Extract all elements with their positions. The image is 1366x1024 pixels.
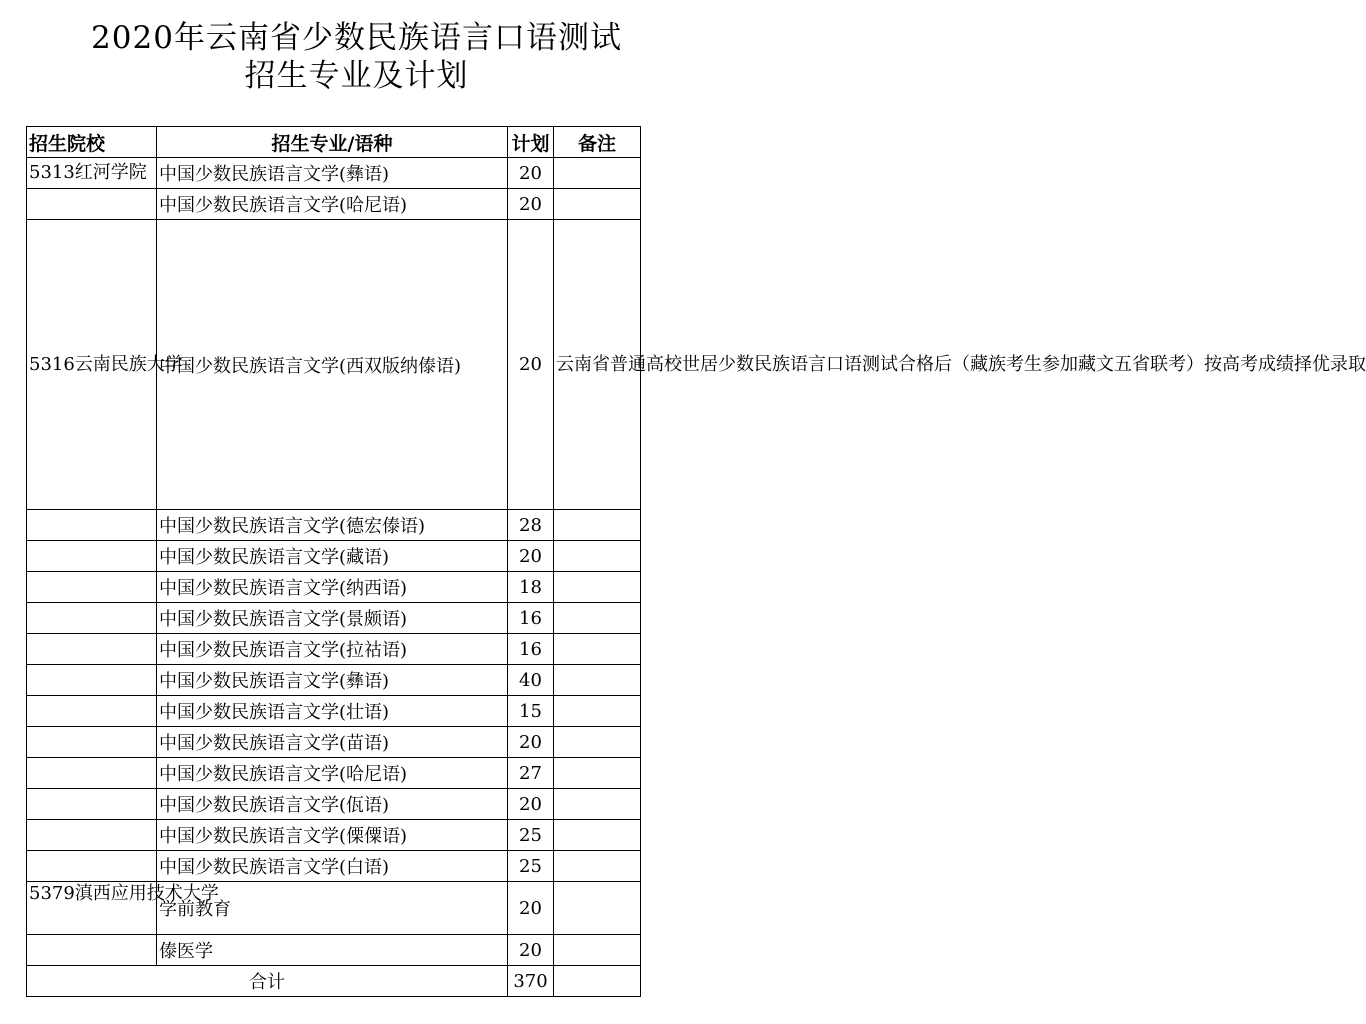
table-row [27,634,641,665]
major-cell: 傣医学 [157,935,508,966]
major-cell: 中国少数民族语言文学(白语) [157,851,508,882]
table-row [27,189,641,220]
table-row [27,665,641,696]
school-cell [27,634,157,665]
total-label: 合计 [27,966,508,997]
table-row [27,789,641,820]
note-cell [554,935,641,966]
note-cell [554,634,641,665]
major-cell: 学前教育 [157,882,508,935]
document-title: 2020年云南省少数民族语言口语测试 [91,20,622,56]
table-row [27,158,641,189]
table-row [27,935,641,966]
major-cell: 中国少数民族语言文学(纳西语) [157,572,508,603]
school-cell [27,935,157,966]
table-row [27,758,641,789]
plan-cell: 27 [508,758,554,789]
note-cell [554,541,641,572]
enrollment-table [26,126,1366,997]
note-cell [554,882,641,935]
major-cell: 中国少数民族语言文学(拉祜语) [157,634,508,665]
note-cell [554,510,641,541]
school-cell: 5313红河学院 [27,158,157,189]
header-school: 招生院校 [27,127,157,158]
table-row [27,820,641,851]
note-cell [554,851,641,882]
table-row [27,727,641,758]
school-cell [27,727,157,758]
major-cell: 中国少数民族语言文学(傈僳语) [157,820,508,851]
note-cell [554,603,641,634]
plan-cell: 25 [508,851,554,882]
school-cell [27,758,157,789]
plan-cell: 40 [508,665,554,696]
total-row [27,966,641,997]
school-cell [27,789,157,820]
school-cell [27,189,157,220]
school-cell [27,603,157,634]
major-cell: 中国少数民族语言文学(德宏傣语) [157,510,508,541]
major-cell: 中国少数民族语言文学(佤语) [157,789,508,820]
major-cell: 中国少数民族语言文学(彝语) [157,665,508,696]
plan-cell: 20 [508,789,554,820]
header-note: 备注 [554,127,641,158]
plan-cell: 20 [508,220,554,510]
major-cell: 中国少数民族语言文学(哈尼语) [157,758,508,789]
school-cell [27,696,157,727]
table-row [27,220,641,510]
note-cell [554,966,641,997]
note-cell [554,789,641,820]
major-cell: 中国少数民族语言文学(苗语) [157,727,508,758]
total-plan: 370 [508,966,554,997]
note-cell [554,727,641,758]
major-cell: 中国少数民族语言文学(西双版纳傣语) [157,220,508,510]
header-plan: 计划 [508,127,554,158]
note-cell: 云南省普通高校世居少数民族语言口语测试合格后（藏族考生参加藏文五省联考）按高考成绩择优录取 [554,220,641,510]
note-cell [554,158,641,189]
plan-cell: 15 [508,696,554,727]
table-header-row [27,127,641,158]
major-cell: 中国少数民族语言文学(景颇语) [157,603,508,634]
plan-cell: 20 [508,882,554,935]
table-row [27,882,641,935]
major-cell: 中国少数民族语言文学(壮语) [157,696,508,727]
header-major: 招生专业/语种 [157,127,508,158]
note-cell [554,820,641,851]
note-cell [554,665,641,696]
major-cell: 中国少数民族语言文学(哈尼语) [157,189,508,220]
school-cell [27,510,157,541]
note-cell [554,696,641,727]
major-cell: 中国少数民族语言文学(彝语) [157,158,508,189]
school-cell [27,665,157,696]
table-row [27,851,641,882]
table-row [27,603,641,634]
plan-cell: 18 [508,572,554,603]
plan-cell: 16 [508,603,554,634]
table-row [27,696,641,727]
major-cell: 中国少数民族语言文学(藏语) [157,541,508,572]
school-cell: 5379滇西应用技术大学 [27,882,157,935]
school-cell [27,541,157,572]
note-cell [554,758,641,789]
school-cell [27,572,157,603]
plan-cell: 16 [508,634,554,665]
plan-cell: 20 [508,158,554,189]
plan-cell: 25 [508,820,554,851]
school-cell [27,851,157,882]
school-cell: 5316云南民族大学 [27,220,157,510]
note-cell [554,189,641,220]
table-row [27,572,641,603]
plan-cell: 20 [508,189,554,220]
plan-cell: 20 [508,935,554,966]
plan-cell: 20 [508,727,554,758]
note-cell [554,572,641,603]
table-row [27,541,641,572]
table-row [27,510,641,541]
document-subtitle: 招生专业及计划 [244,58,469,94]
plan-cell: 28 [508,510,554,541]
plan-cell: 20 [508,541,554,572]
school-cell [27,820,157,851]
